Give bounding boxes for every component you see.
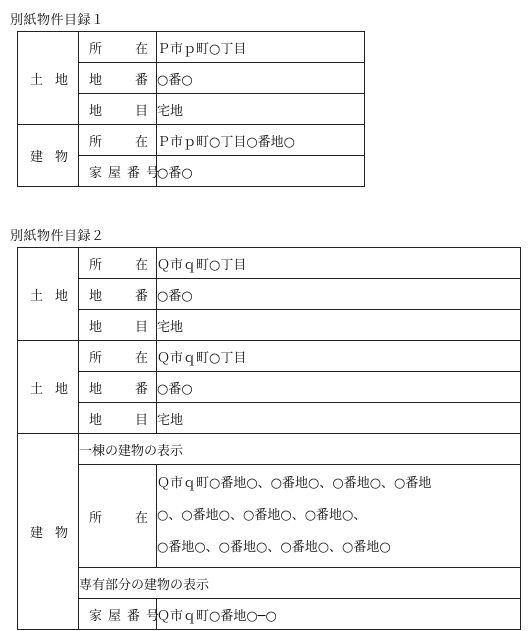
building-category-label: 建物 bbox=[30, 150, 81, 165]
lot-number-label-cell bbox=[79, 372, 157, 403]
label-part: 在 bbox=[134, 134, 148, 150]
location-label-cell bbox=[79, 32, 157, 63]
land-category-label: 土地 bbox=[30, 72, 81, 88]
label-part: 目 bbox=[134, 412, 148, 428]
building-category-cell bbox=[18, 125, 79, 187]
whole-building-header: 一棟の建物の表示 bbox=[79, 434, 521, 465]
label-part: 所 bbox=[89, 350, 103, 366]
label-part: 地 bbox=[89, 319, 103, 335]
land-location-value: Ｐ市ｐ町○丁目 bbox=[157, 32, 365, 63]
label-part: 地 bbox=[89, 381, 103, 397]
label-part: 地 bbox=[89, 412, 103, 428]
building-location-value bbox=[157, 465, 521, 568]
house-number-label-cell bbox=[79, 156, 166, 187]
list1-title: 別紙物件目録１ bbox=[10, 13, 105, 28]
building-location-label-cell bbox=[79, 465, 157, 568]
property-list-1-table bbox=[17, 31, 365, 187]
land2-category-cell bbox=[18, 341, 79, 434]
label-part: 所 bbox=[89, 134, 103, 150]
label-part: 所 bbox=[89, 41, 103, 57]
land1-category-label: 土地 bbox=[30, 288, 81, 304]
land-lot-number-value: ○番○ bbox=[157, 63, 365, 94]
land-category-cell bbox=[18, 32, 79, 125]
land1-category-cell bbox=[18, 248, 79, 341]
exclusive-unit-header: 専有部分の建物の表示 bbox=[79, 568, 521, 599]
house-number-label: 家屋番号 bbox=[89, 165, 166, 181]
label-part: 在 bbox=[134, 350, 148, 366]
house-number-label-cell bbox=[79, 599, 166, 630]
label-part: 番 bbox=[134, 288, 148, 304]
label-part: 所 bbox=[89, 510, 103, 526]
land-category-label-cell bbox=[79, 94, 157, 125]
label-part: 目 bbox=[134, 103, 148, 119]
land2-category-label: 土地 bbox=[30, 381, 81, 397]
address-line: Ｑ市ｑ町○番地○、○番地○、○番地○、○番地 bbox=[157, 476, 432, 491]
location-label-cell bbox=[79, 248, 157, 279]
label-part: 目 bbox=[134, 319, 148, 335]
land1-location-value: Ｑ市ｑ町○丁目 bbox=[157, 248, 521, 279]
land2-lot-number-value: ○番○ bbox=[157, 372, 521, 403]
label-part: 在 bbox=[134, 257, 148, 273]
land-category-label-cell bbox=[79, 403, 157, 434]
land1-use-value: 宅地 bbox=[157, 310, 521, 341]
location-label-cell bbox=[79, 125, 157, 156]
land1-lot-number-value: ○番○ bbox=[157, 279, 521, 310]
house-number-value: Ｑ市ｑ町○番地○─○ bbox=[157, 599, 521, 630]
lot-number-label-cell bbox=[79, 63, 157, 94]
property-list-2-table bbox=[17, 247, 521, 630]
land2-location-value: Ｑ市ｑ町○丁目 bbox=[157, 341, 521, 372]
building-location-value: Ｐ市ｐ町○丁目○番地○ bbox=[157, 125, 365, 156]
label-part: 番 bbox=[134, 381, 148, 397]
list2-title: 別紙物件目録２ bbox=[10, 229, 105, 244]
lot-number-label-cell bbox=[79, 279, 157, 310]
house-number-value: ○番○ bbox=[157, 156, 365, 187]
land-category-label-cell bbox=[79, 310, 157, 341]
label-part: 番 bbox=[134, 72, 148, 88]
address-line: ○番地○、○番地○、○番地○、○番地○ bbox=[157, 540, 391, 555]
land-use-value: 宅地 bbox=[157, 94, 365, 125]
building-category-cell bbox=[18, 434, 79, 630]
label-part: 在 bbox=[134, 41, 148, 57]
house-number-label: 家屋番号 bbox=[89, 608, 166, 624]
label-part: 地 bbox=[89, 288, 103, 304]
address-line: ○、○番地○、○番地○、○番地○、 bbox=[157, 508, 367, 523]
label-part: 在 bbox=[134, 510, 148, 526]
land2-use-value: 宅地 bbox=[157, 403, 521, 434]
label-part: 地 bbox=[89, 72, 103, 88]
label-part: 地 bbox=[89, 103, 103, 119]
location-label-cell bbox=[79, 341, 157, 372]
label-part: 所 bbox=[89, 257, 103, 273]
building-category-label: 建物 bbox=[30, 526, 81, 541]
